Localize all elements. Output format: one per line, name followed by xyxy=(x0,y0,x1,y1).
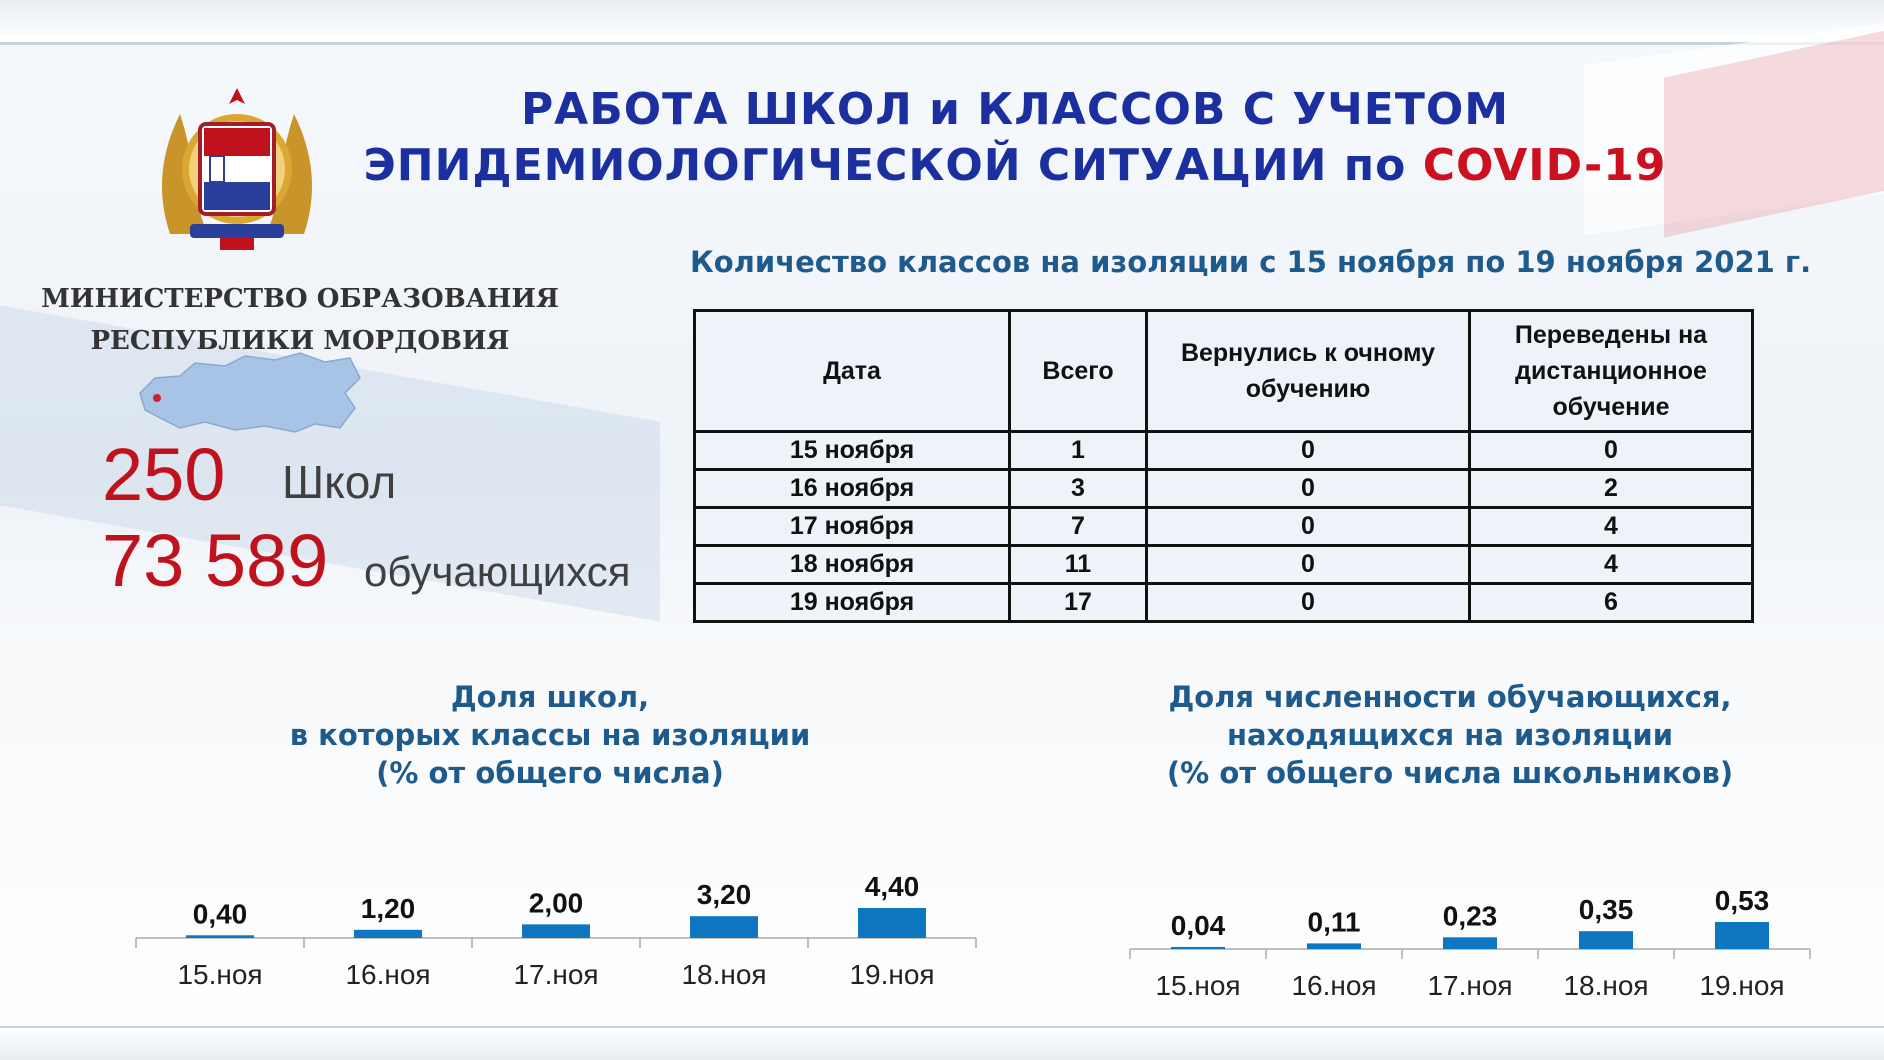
chart-data-label: 0,53 xyxy=(1714,885,1770,916)
slide-title xyxy=(330,82,1700,194)
cell-remote: 0 xyxy=(1470,432,1753,470)
table-row xyxy=(695,584,1753,622)
russia-map-icon xyxy=(135,348,365,436)
chart-schools-share xyxy=(130,860,990,1000)
chart-category-label: 17.ноя xyxy=(1427,970,1513,1001)
chart-bar xyxy=(690,916,758,938)
isolation-table xyxy=(693,309,1754,623)
chart-category-label: 16.ноя xyxy=(345,959,431,990)
title-line-2-prefix: ЭПИДЕМИОЛОГИЧЕСКОЙ СИТУАЦИИ по xyxy=(363,140,1423,191)
cell-returned: 0 xyxy=(1147,508,1470,546)
header-total: Всего xyxy=(1010,311,1147,432)
title-line-2 xyxy=(330,138,1700,194)
chart-data-label: 2,00 xyxy=(528,887,584,919)
chart-data-label: 1,20 xyxy=(360,892,416,924)
chart-category-label: 15.ноя xyxy=(1155,970,1241,1001)
cell-date: 17 ноября xyxy=(695,508,1010,546)
schools-label: Школ xyxy=(282,456,397,508)
table-row xyxy=(695,546,1753,584)
bottom-band xyxy=(0,1026,1884,1060)
chart-title-line: (% от общего числа) xyxy=(376,756,724,790)
table-subtitle: Количество классов на изоляции с 15 ноября по 19 ноября 2021 г. xyxy=(690,245,1812,279)
cell-total: 11 xyxy=(1010,546,1147,584)
cell-date: 18 ноября xyxy=(695,546,1010,584)
cell-total: 7 xyxy=(1010,508,1147,546)
cell-returned: 0 xyxy=(1147,470,1470,508)
title-line-1: РАБОТА ШКОЛ и КЛАССОВ С УЧЕТОМ xyxy=(520,84,1510,135)
chart-category-label: 17.ноя xyxy=(513,959,599,990)
chart-data-label: 0,40 xyxy=(192,898,248,930)
chart-bar xyxy=(1443,937,1497,949)
cell-returned: 0 xyxy=(1147,432,1470,470)
chart-students-title xyxy=(1080,678,1820,792)
chart-bar xyxy=(354,930,422,938)
ministry-line-1: МИНИСТЕРСТВО ОБРАЗОВАНИЯ xyxy=(41,284,559,314)
chart-title-line: Доля численности обучающихся, xyxy=(1168,680,1732,714)
cell-returned: 0 xyxy=(1147,546,1470,584)
chart-category-label: 19.ноя xyxy=(849,959,935,990)
chart-data-label: 0,35 xyxy=(1578,894,1634,926)
chart-bar xyxy=(1579,931,1633,949)
chart-category-label: 15.ноя xyxy=(177,959,263,990)
chart-title-line: Доля школ, xyxy=(450,680,650,714)
chart-bar xyxy=(858,908,926,938)
chart-title-line: в которых классы на изоляции xyxy=(289,718,811,752)
chart-data-label: 0,23 xyxy=(1442,900,1498,932)
chart-category-label: 19.ноя xyxy=(1699,970,1785,1001)
title-covid-accent: COVID-19 xyxy=(1422,140,1667,191)
chart-title-line: находящихся на изоляции xyxy=(1226,718,1674,752)
header-returned: Вернулись к очному обучению xyxy=(1147,311,1470,432)
chart-category-label: 18.ноя xyxy=(1563,970,1649,1001)
cell-date: 19 ноября xyxy=(695,584,1010,622)
cell-returned: 0 xyxy=(1147,584,1470,622)
cell-remote: 6 xyxy=(1470,584,1753,622)
cell-remote: 4 xyxy=(1470,508,1753,546)
chart-data-label: 3,20 xyxy=(696,879,752,911)
cell-remote: 2 xyxy=(1470,470,1753,508)
chart-bar xyxy=(1715,922,1769,949)
coat-of-arms-icon xyxy=(150,84,324,254)
cell-date: 15 ноября xyxy=(695,432,1010,470)
students-label: обучающихся xyxy=(364,548,631,595)
chart-bar xyxy=(186,935,254,938)
ministry-line-2: РЕСПУБЛИКИ МОРДОВИЯ xyxy=(90,326,510,356)
chart-schools-title xyxy=(200,678,900,792)
cell-remote: 4 xyxy=(1470,546,1753,584)
cell-total: 17 xyxy=(1010,584,1147,622)
table-header-row xyxy=(695,311,1753,432)
chart-bar xyxy=(522,924,590,938)
students-count: 73 589 xyxy=(102,519,329,602)
chart-data-label: 0,04 xyxy=(1170,909,1226,941)
cell-date: 16 ноября xyxy=(695,470,1010,508)
chart-bar xyxy=(1171,947,1225,949)
chart-category-label: 18.ноя xyxy=(681,959,767,990)
header-remote: Переведены на дистанционное обучение xyxy=(1470,311,1753,432)
table-row xyxy=(695,470,1753,508)
header-date: Дата xyxy=(695,311,1010,432)
chart-students-share xyxy=(1125,875,1815,1015)
chart-category-label: 16.ноя xyxy=(1291,970,1377,1001)
table-row xyxy=(695,508,1753,546)
chart-data-label: 4,40 xyxy=(864,871,920,902)
cell-total: 3 xyxy=(1010,470,1147,508)
table-row xyxy=(695,432,1753,470)
top-band xyxy=(0,0,1884,45)
schools-count: 250 xyxy=(102,433,226,516)
cell-total: 1 xyxy=(1010,432,1147,470)
chart-data-label: 0,11 xyxy=(1307,906,1361,938)
chart-title-line: (% от общего числа школьников) xyxy=(1166,756,1734,790)
chart-bar xyxy=(1307,943,1361,949)
